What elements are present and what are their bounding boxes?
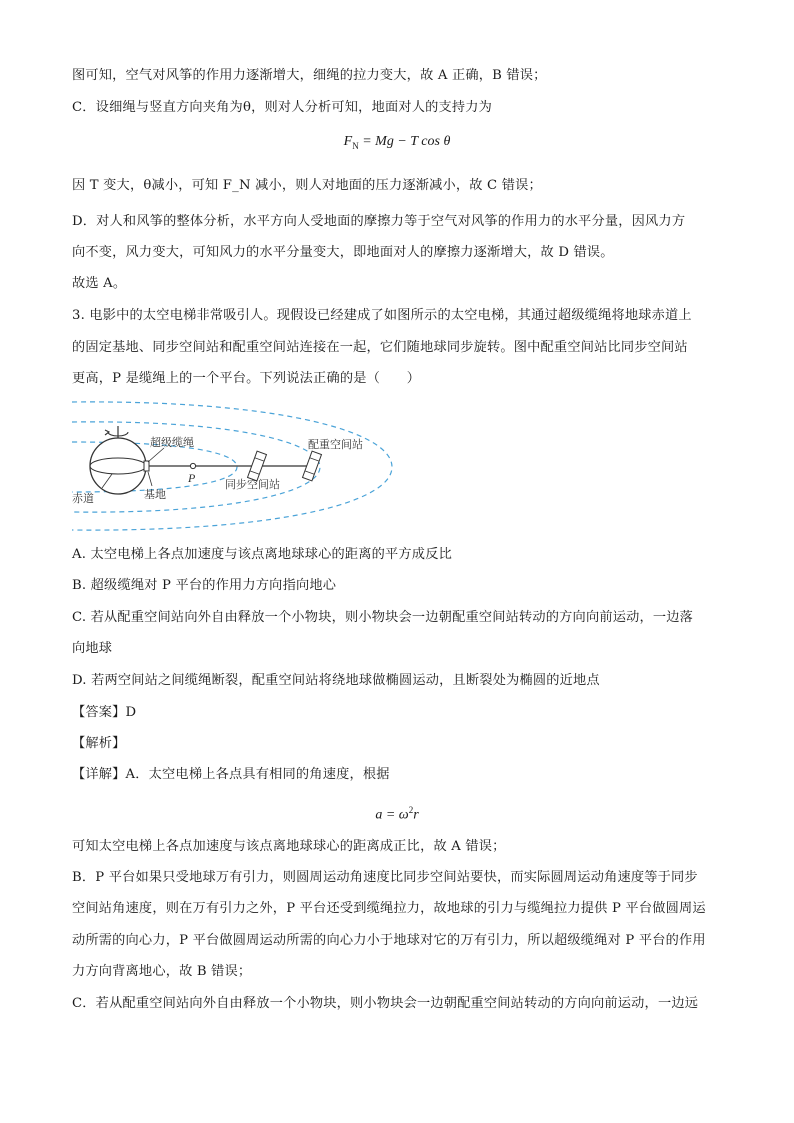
- question-3-text: 的固定基地、同步空间站和配重空间站连接在一起，它们随地球同步旋转。图中配重空间站比同步空间站: [72, 340, 688, 355]
- base-icon: [144, 461, 149, 471]
- option-c-cont: 向地球: [72, 641, 113, 656]
- text-line: B．P 平台如果只受地球万有引力，则圆周运动角速度比同步空间站要快，而实际圆周运动角速度等于同步: [72, 870, 698, 885]
- analysis-label: 【解析】: [72, 736, 126, 751]
- option-d: D. 若两空间站之间缆绳断裂，配重空间站将绕地球做椭圆运动，且断裂处为椭圆的近地点: [72, 673, 600, 688]
- question-3-text: 3. 电影中的太空电梯非常吸引人。现假设已经建成了如图所示的太空电梯，其通过超级缆绳将地球赤道上: [72, 308, 692, 323]
- text-line: D．对人和风筝的整体分析，水平方向人受地面的摩擦力等于空气对风筝的作用力的水平分量，因风力方: [72, 214, 686, 229]
- counterweight-label: 配重空间站: [308, 438, 363, 451]
- text-line: 故选 A。: [72, 276, 127, 291]
- sync-station-label: 同步空间站: [225, 478, 280, 491]
- formula-normal-force: $F_N = Mg - T$ cos θ: [343, 134, 451, 151]
- text-line: C．若从配重空间站向外自由释放一个小物块，则小物块会一边朝配重空间站转动的方向向前运动，一边远: [72, 996, 699, 1011]
- earth-icon: [90, 438, 146, 494]
- equator-label: 赤道: [72, 492, 94, 505]
- base-label: 基地: [144, 488, 166, 501]
- space-elevator-figure: [72, 390, 402, 540]
- text-line: 动所需的向心力，P 平台做圆周运动所需的向心力小于地球对它的万有引力，所以超级缆绳对 P 平台的作用: [72, 933, 706, 948]
- option-c: C. 若从配重空间站向外自由释放一个小物块，则小物块会一边朝配重空间站转动的方向向前运动，一边落: [72, 610, 694, 625]
- text-line: 图可知，空气对风筝的作用力逐渐增大，细绳的拉力变大，故 A 正确，B 错误；: [72, 68, 547, 83]
- text-line: 力方向背离地心，故 B 错误；: [72, 964, 252, 979]
- p-label: P: [188, 471, 196, 485]
- text-line: 可知太空电梯上各点加速度与该点离地球球心的距离成正比，故 A 错误；: [72, 839, 506, 854]
- text-line: 向不变，风力变大，可知风力的水平分量变大，即地面对人的摩擦力逐渐增大，故 D 错误。: [72, 245, 614, 260]
- formula-acceleration: $a = \omega^2r$: [375, 805, 419, 823]
- text-line: C．设细绳与竖直方向夹角为θ，则对人分析可知，地面对人的支持力为: [72, 100, 493, 115]
- option-a: A. 太空电梯上各点加速度与该点离地球球心的距离的平方成反比: [72, 547, 452, 562]
- cable-label: 超级缆绳: [150, 436, 194, 449]
- text-line: 因 T 变大，θ减小，可知 F_N 减小，则人对地面的压力逐渐减小，故 C 错误；: [72, 178, 542, 193]
- option-b: B. 超级缆绳对 P 平台的作用力方向指向地心: [72, 578, 337, 593]
- text-line: 空间站角速度，则在万有引力之外，P 平台还受到缆绳拉力，故地球的引力与缆绳拉力提供 P 平台做圆周运: [72, 901, 706, 916]
- question-3-text: 更高，P 是缆绳上的一个平台。下列说法正确的是（ ）: [72, 371, 421, 386]
- detail-label: 【详解】A．太空电梯上各点具有相同的角速度，根据: [72, 767, 390, 782]
- space-elevator-diagram: [72, 390, 402, 540]
- platform-p-point: [190, 463, 195, 468]
- answer-label: 【答案】D: [72, 705, 137, 720]
